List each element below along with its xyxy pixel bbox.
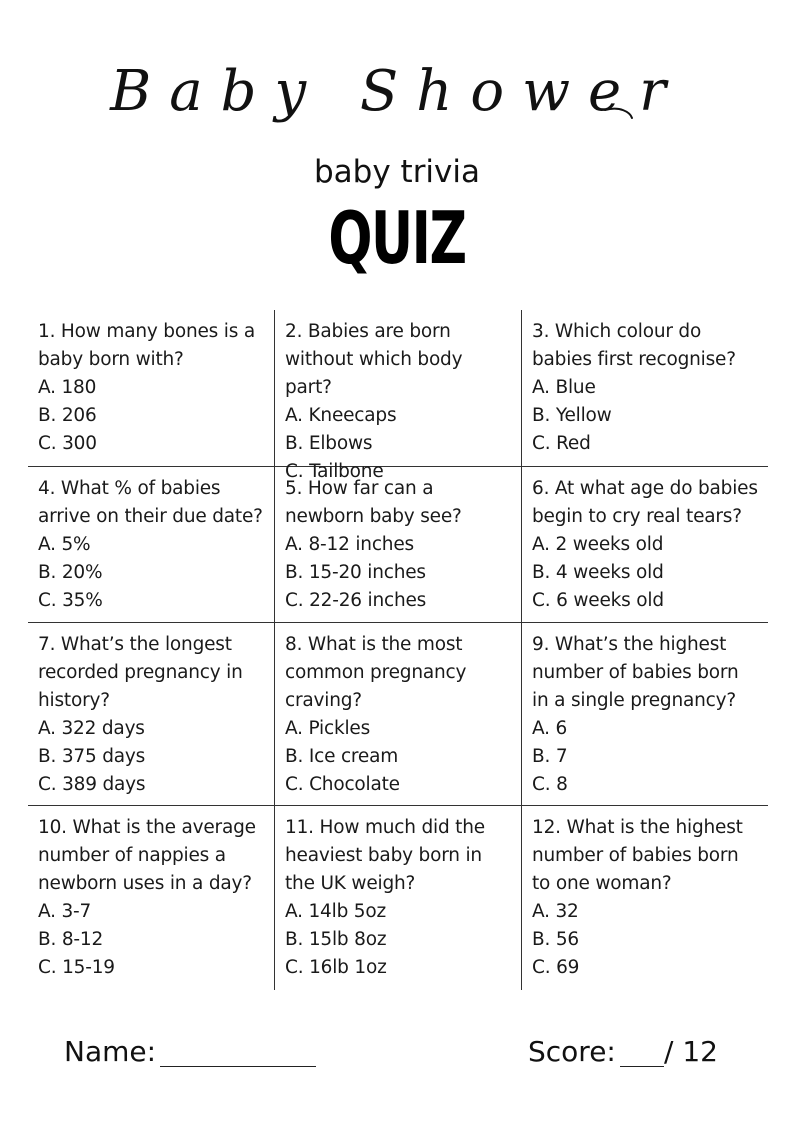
answer-option: C. 35% (38, 590, 103, 611)
question-text: 7. What’s the longest recorded pregnancy in history? (38, 634, 243, 711)
question-cell-1 (28, 310, 274, 467)
answer-option: C. 16lb 1oz (285, 957, 387, 978)
question-text: 1. How many bones is a baby born with? (38, 321, 255, 370)
answer-option: C. 389 days (38, 774, 146, 795)
question-cell-9 (521, 623, 768, 806)
question-cell-11 (274, 806, 521, 990)
answer-option: A. 2 weeks old (532, 534, 664, 555)
question-text: 12. What is the highest number of babies born to one woman? (532, 817, 743, 894)
answer-option: A. 8-12 inches (285, 534, 414, 555)
question-cell-8 (274, 623, 521, 806)
answer-option: B. 56 (532, 929, 579, 950)
question-cell-7 (28, 623, 274, 806)
question-cell-3 (521, 310, 768, 467)
score-label: Score: (528, 1035, 616, 1068)
answer-option: A. Kneecaps (285, 405, 397, 426)
answer-option: A. 322 days (38, 718, 145, 739)
answer-option: A. Blue (532, 377, 596, 398)
answer-option: B. 375 days (38, 746, 146, 767)
answer-option: A. 6 (532, 718, 568, 739)
answer-option: C. 22-26 inches (285, 590, 427, 611)
answer-option: B. 20% (38, 562, 103, 583)
answer-option: C. 69 (532, 957, 580, 978)
question-text: 5. How far can a newborn baby see? (285, 478, 462, 527)
question-text: 10. What is the average number of nappies a newborn uses in a day? (38, 817, 256, 894)
answer-option: A. 5% (38, 534, 91, 555)
answer-option: B. 7 (532, 746, 568, 767)
answer-option: C. 15-19 (38, 957, 115, 978)
page-header (0, 0, 794, 300)
title-flourish-decoration (150, 66, 650, 146)
question-cell-4 (28, 467, 274, 623)
answer-option: A. 180 (38, 377, 97, 398)
score-blank-line (620, 1066, 664, 1067)
question-text: 11. How much did the heaviest baby born in the UK weigh? (285, 817, 485, 894)
answer-option: B. Elbows (285, 433, 373, 454)
script-title: Baby Shower (110, 59, 684, 124)
answer-option: B. 206 (38, 405, 97, 426)
question-cell-12 (521, 806, 768, 990)
answer-option: A. Pickles (285, 718, 371, 739)
answer-option: B. Ice cream (285, 746, 399, 767)
answer-option: B. 15-20 inches (285, 562, 426, 583)
score-total: / 12 (664, 1035, 718, 1068)
question-text: 3. Which colour do babies first recognise? (532, 321, 736, 370)
page-title: QUIZ (328, 196, 466, 280)
question-text: 8. What is the most common pregnancy craving? (285, 634, 467, 711)
answer-option: B. 15lb 8oz (285, 929, 387, 950)
answer-option: C. 8 (532, 774, 568, 795)
answer-option: C. Tailbone (285, 461, 384, 482)
question-text: 6. At what age do babies begin to cry real tears? (532, 478, 758, 527)
answer-option: C. Red (532, 433, 591, 454)
answer-option: A. 14lb 5oz (285, 901, 386, 922)
name-blank-line (160, 1066, 316, 1067)
answer-option: B. 8-12 (38, 929, 104, 950)
question-cell-5 (274, 467, 521, 623)
answer-option: A. 3-7 (38, 901, 92, 922)
question-cell-6 (521, 467, 768, 623)
answer-option: B. 4 weeks old (532, 562, 664, 583)
answer-option: A. 32 (532, 901, 579, 922)
question-text: 2. Babies are born without which body part? (285, 321, 463, 398)
question-cell-10 (28, 806, 274, 990)
answer-option: B. Yellow (532, 405, 612, 426)
quiz-grid (28, 310, 768, 990)
name-label: Name: (64, 1035, 157, 1068)
question-text: 9. What’s the highest number of babies born in a single pregnancy? (532, 634, 739, 711)
subtitle: baby trivia (313, 154, 481, 190)
answer-option: C. 6 weeks old (532, 590, 664, 611)
question-cell-2 (274, 310, 521, 482)
answer-option: C. 300 (38, 433, 97, 454)
question-text: 4. What % of babies arrive on their due date? (38, 478, 263, 527)
answer-option: C. Chocolate (285, 774, 400, 795)
